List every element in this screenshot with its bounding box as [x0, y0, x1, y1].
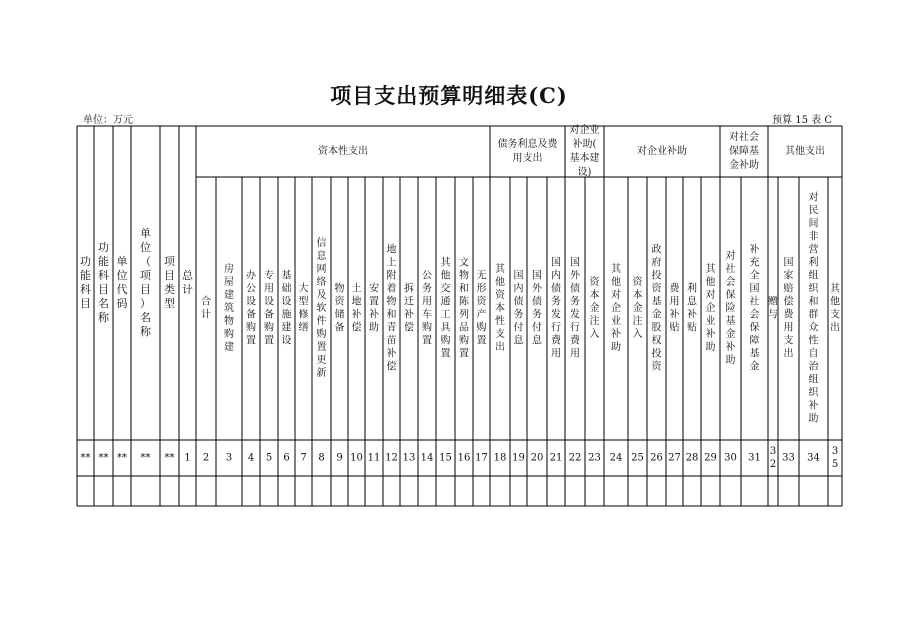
code-cell: **: [117, 452, 127, 464]
code-cell: 7: [300, 452, 307, 464]
code-cell: 24: [609, 452, 623, 464]
code-cell: 1: [184, 452, 191, 464]
subheader-cell: 赠与: [768, 296, 778, 321]
group-header: 其他支出: [785, 146, 825, 157]
row-label-header: 总计: [182, 269, 193, 296]
code-cell: 13: [402, 452, 416, 464]
code-cell: **: [140, 452, 151, 464]
code-cell: 6: [283, 452, 290, 464]
code-cell: 22: [568, 452, 582, 464]
group-header-line: 债务利息及费: [497, 139, 558, 150]
code-cell: 3 5: [831, 446, 839, 470]
code-cell: 31: [748, 452, 761, 464]
group-header-line: 用支出: [512, 153, 543, 164]
code-cell: 10: [350, 452, 363, 464]
subheader-cell: 办公设备购置: [246, 270, 256, 347]
code-cell: 25: [631, 452, 644, 464]
subheader-cell: 其他对企业补助: [611, 264, 621, 353]
subheader-cell: 其他对企业补助: [705, 264, 716, 353]
page-title: 项目支出预算明细表(C): [330, 83, 568, 108]
subheader-cell: 拆迁补偿: [404, 283, 414, 334]
code-cell: 18: [493, 452, 507, 464]
subheader-cell: 文物和陈列品购置: [459, 257, 469, 360]
group-header-line: 设): [577, 167, 592, 178]
subheader-cell: 国内债务发行费用: [551, 257, 561, 360]
code-cell: **: [164, 452, 175, 464]
subheader-cell: 专用设备购置: [264, 270, 274, 347]
subheader-cell: 国内债务付息: [513, 270, 524, 347]
code-cell: 11: [367, 452, 381, 464]
code-cell: 23: [588, 452, 601, 464]
code-cell: **: [80, 452, 91, 464]
group-header-line: 金补助: [729, 160, 759, 171]
row-label-header: 项目类型: [164, 255, 175, 310]
code-cell: 14: [420, 452, 434, 464]
subheader-cell: 地上附着物和青苗补偿: [386, 244, 397, 373]
code-cell: 9: [336, 452, 343, 464]
code-cell: **: [98, 452, 109, 464]
code-cell: 2: [202, 452, 210, 464]
subheader-cell: 政府投资基金股权投资: [651, 244, 662, 373]
code-cell: 17: [475, 452, 488, 464]
code-cell: 19: [512, 452, 525, 464]
group-header-line: 补助(: [572, 139, 597, 150]
group-header-line: 对社会: [729, 132, 759, 143]
code-cell: 16: [457, 452, 471, 464]
table-code: 预算 15 表 C: [772, 115, 832, 126]
subheader-cell: 其他支出: [830, 283, 840, 334]
subheader-cell: 利息补贴: [687, 283, 697, 334]
code-cell: 29: [704, 452, 717, 464]
subheader-cell: 安置补助: [369, 283, 379, 334]
group-header: 对企业补助: [637, 146, 687, 157]
code-cell: 3 2: [769, 446, 777, 470]
row-label-header: 单位代码: [116, 255, 128, 310]
group-header-line: 基本建: [569, 153, 600, 164]
subheader-cell: 对民间非营利组织和群众性自治组织补助: [808, 192, 819, 425]
group-header-line: 保障基: [729, 146, 759, 157]
subheader-cell: 费用补贴: [669, 283, 680, 334]
subheader-cell: 公务用车购置: [422, 270, 432, 347]
subheader-cell: 大型修缮: [298, 283, 309, 334]
code-cell: 33: [782, 452, 795, 464]
subheader-cell: 合计: [201, 296, 211, 321]
subheader-cell: 对社会保险基金补助: [725, 251, 736, 366]
subheader-cell: 其他交通工具购置: [440, 257, 451, 360]
subheader-cell: 土地补偿: [351, 283, 362, 334]
group-header-line: 对企业: [569, 125, 600, 136]
code-cell: 3: [225, 452, 233, 464]
code-cell: 21: [549, 452, 563, 464]
subheader-cell: 房屋建筑物购建: [224, 264, 234, 353]
subheader-cell: 信息网络及软件购置更新: [316, 238, 327, 379]
code-cell: 5: [265, 452, 273, 464]
code-cell: 34: [807, 452, 820, 464]
code-cell: 8: [318, 452, 325, 464]
subheader-cell: 国外债务发行费用: [570, 257, 580, 360]
subheader-cell: 其他资本性支出: [495, 264, 505, 353]
code-cell: 28: [685, 452, 699, 464]
code-cell: 15: [439, 452, 452, 464]
subheader-cell: 基础设施建设: [281, 270, 292, 347]
subheader-cell: 补充全国社会保障基金: [749, 244, 760, 373]
row-label-header: 功能科目: [80, 255, 91, 310]
subheader-cell: 资本金注入: [589, 277, 600, 340]
code-cell: 30: [724, 452, 737, 464]
group-header: 资本性支出: [318, 146, 368, 157]
row-label-header: 功能科目名称: [98, 241, 109, 324]
code-cell: 20: [530, 452, 544, 464]
code-cell: 12: [385, 452, 398, 464]
code-cell: 4: [247, 452, 255, 464]
subheader-cell: 无形资产购置: [476, 270, 487, 347]
subheader-cell: 国家赔偿费用支出: [783, 257, 794, 360]
row-label-header: 单位（项目）名称: [140, 227, 151, 338]
code-cell: 27: [668, 452, 681, 464]
subheader-cell: 物资储备: [334, 283, 345, 334]
subheader-cell: 资本金注入: [632, 277, 643, 340]
code-cell: 26: [650, 452, 663, 464]
unit-label: 单位：万元: [83, 115, 133, 126]
subheader-cell: 国外债务付息: [532, 270, 542, 347]
